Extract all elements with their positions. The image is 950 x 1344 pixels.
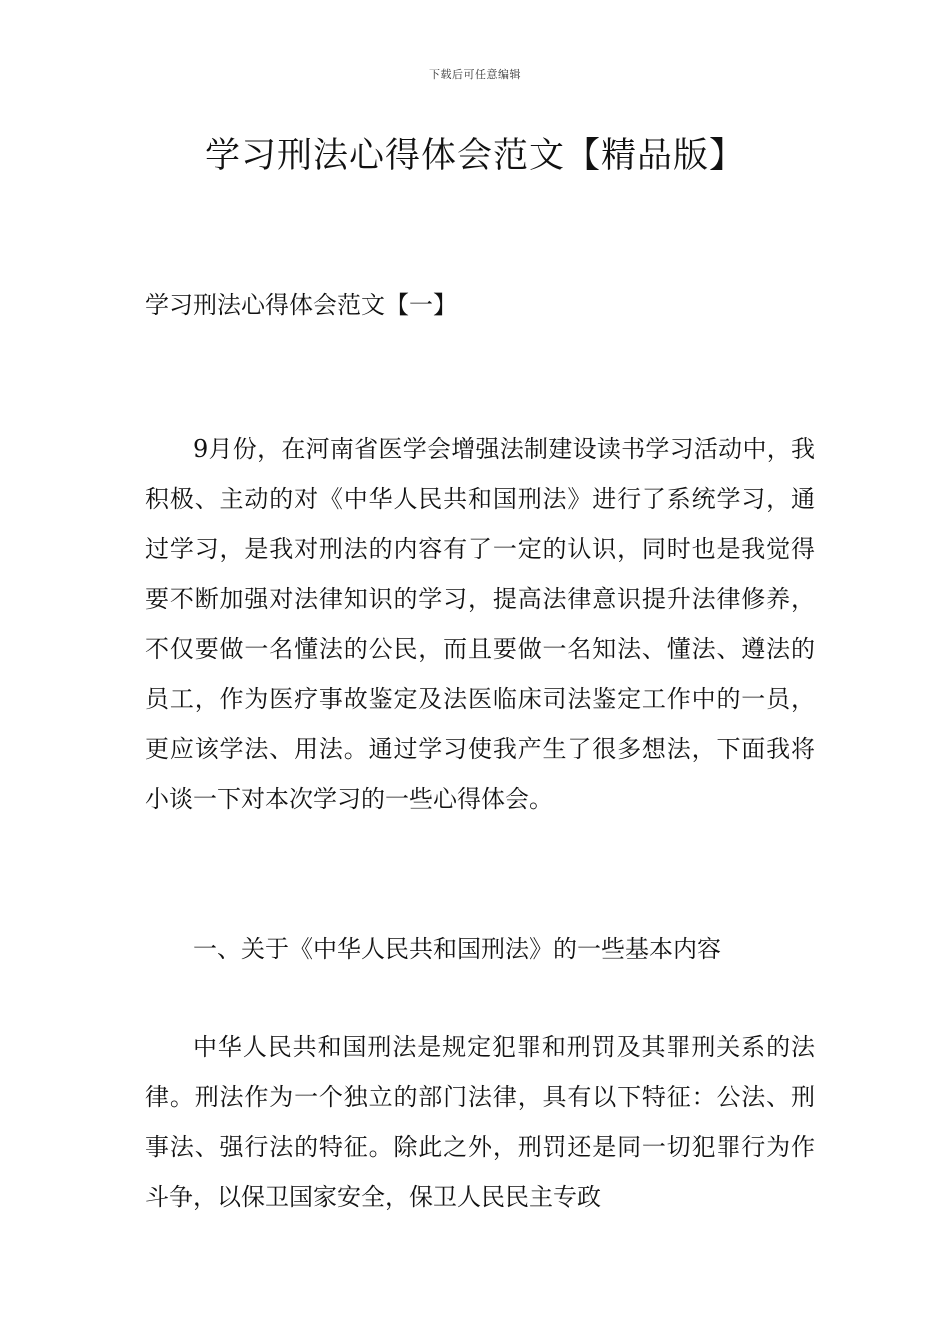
subheading-1: 一、关于《中华人民共和国刑法》的一些基本内容 [193,935,721,963]
body-paragraph-2: 中华人民共和国刑法是规定犯罪和刑罚及其罪刑关系的法律。刑法作为一个独立的部门法律，具有以下特征：公法、刑事法、强行法的特征。除此之外，刑罚还是同一切犯罪行为作斗争，以保卫国家安全，保卫人民民主专政 [145,1033,815,1211]
document-title: 学习刑法心得体会范文【精品版】 [204,136,745,176]
section-heading: 学习刑法心得体会范文【一】 [145,291,457,319]
header-note: 下载后可任意编辑 [429,68,521,81]
body-paragraph-1: 9月份，在河南省医学会增强法制建设读书学习活动中，我积极、主动的对《中华人民共和国刑法》进行了系统学习，通过学习，是我对刑法的内容有了一定的认识，同时也是我觉得要不断加强对法律知识的学习，提高法律意识提升法律修养，不仅要做一名懂法的公民，而且要做一名知法、懂法、遵法的员工，作为医疗事故鉴定及法医临床司法鉴定工作中的一员，更应该学法、用法。通过学习使我产生了很多想法，下面我将小谈一下对本次学习的一些心得体会。 [145,435,815,813]
